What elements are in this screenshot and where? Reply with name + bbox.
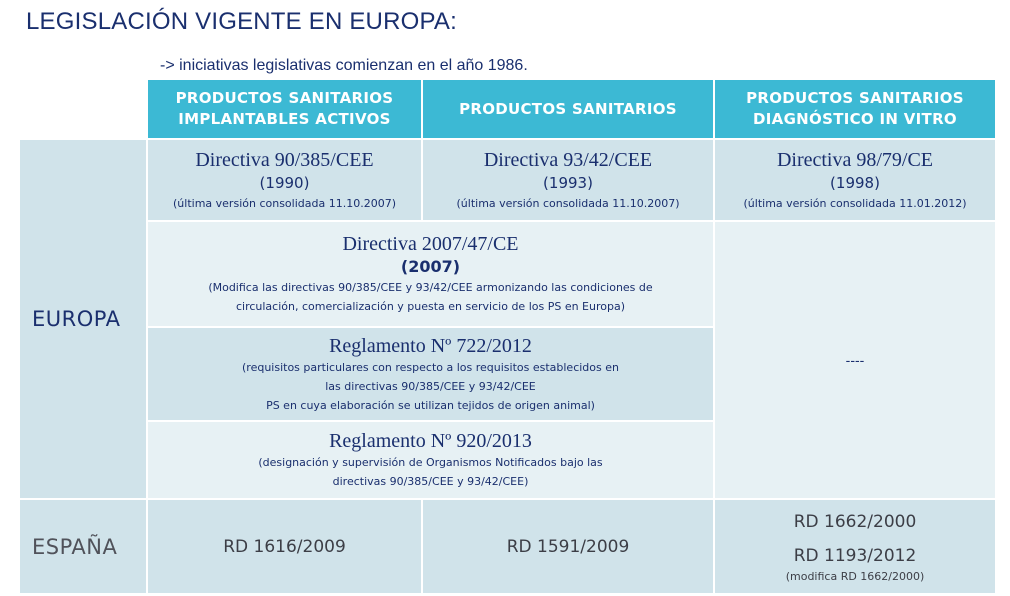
reglamento-note-line: PS en cuya elaboración se utilizan tejidos de origen animal) [266,398,595,412]
directive-90-385 [148,140,421,220]
header-diagnostico-in-vitro: PRODUCTOS SANITARIOS DIAGNÓSTICO IN VITRO [715,80,995,138]
rd-name: RD 1591/2009 [506,536,630,557]
reglamento-note-line: directivas 90/385/CEE y 93/42/CEE) [332,475,529,488]
directive-2007-47 [148,222,713,326]
directive-year: (1998) [830,173,880,192]
rd-name: RD 1662/2000 [793,511,917,532]
directive-name: Directiva 93/42/CEE [483,148,653,171]
directive-year: (1993) [543,173,593,192]
reglamento-name: Reglamento Nº 920/2013 [329,430,532,452]
directive-year: (2007) [400,257,461,276]
directive-name: Directiva 2007/47/CE [342,233,519,255]
reglamento-note-line: (designación y supervisión de Organismos Notificados bajo las [258,456,603,469]
rd-name: RD 1193/2012 [793,545,917,566]
row-label-europa: EUROPA [20,140,146,498]
directive-note: (última versión consolidada 11.01.2012) [743,196,967,210]
header-corner [20,80,146,138]
directive-note: (última versión consolidada 11.10.2007) [173,196,396,210]
header-implantables: PRODUCTOS SANITARIOS IMPLANTABLES ACTIVOS [148,80,421,138]
directive-98-79 [715,140,995,220]
directive-note-line: circulación, comercialización y puesta en servicio de los PS en Europa) [235,300,626,313]
reglamento-note-line: (requisitos particulares con respecto a los requisitos establecidos en [242,360,619,374]
espana-rd-diagnostico [715,500,995,593]
page-title: LEGISLACIÓN VIGENTE EN EUROPA: [26,8,457,35]
rd-note: (modifica RD 1662/2000) [785,569,925,583]
legislation-table [20,80,993,585]
directive-name: Directiva 98/79/CE [776,148,934,171]
rd-name: RD 1616/2009 [223,536,346,557]
page-subtitle: -> iniciativas legislativas comienzan en el año 1986. [160,57,528,74]
reglamento-name: Reglamento Nº 722/2012 [329,334,532,357]
espana-rd-productos-sanitarios [423,500,713,593]
placeholder-dash: ---- [845,352,865,368]
reglamento-920-2013 [148,422,713,498]
directive-year: (1990) [259,173,310,192]
header-productos-sanitarios: PRODUCTOS SANITARIOS [423,80,713,138]
directive-93-42 [423,140,713,220]
espana-rd-implantables [148,500,421,593]
directive-note-line: (Modifica las directivas 90/385/CEE y 93/42/CEE armonizando las condiciones de [208,281,653,294]
row-label-espana: ESPAÑA [20,500,146,593]
directive-note: (última versión consolidada 11.10.2007) [456,196,680,210]
reglamento-722-2012 [148,328,713,420]
directive-name: Directiva 90/385/CEE [195,148,374,171]
ivd-placeholder-cell [715,222,995,498]
reglamento-note-line: las directivas 90/385/CEE y 93/42/CEE [325,379,536,393]
